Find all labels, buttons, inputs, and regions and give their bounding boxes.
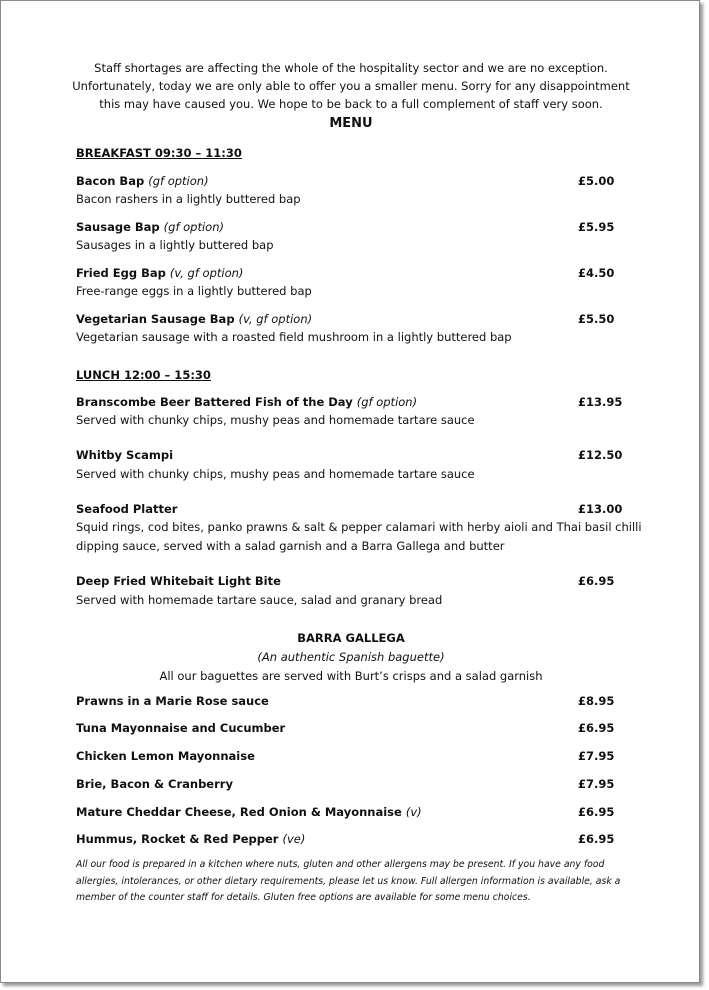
menu-item-price: £12.50: [578, 448, 623, 462]
intro-line: Staff shortages are affecting the whole of the hospitality sector and we are no exception.: [94, 61, 608, 75]
barra-gallega-header: [1, 629, 701, 686]
menu-item-price: £7.95: [578, 749, 615, 763]
menu-item-description: Free-range eggs in a lightly buttered bap: [76, 284, 312, 298]
menu-item-price: £13.95: [578, 395, 623, 409]
barra-gallega-subtitle: (An authentic Spanish baguette): [257, 650, 445, 664]
menu-item-description: Vegetarian sausage with a roasted field mushroom in a lightly buttered bap: [76, 330, 512, 344]
menu-item-name: Hummus, Rocket & Red Pepper (ve): [76, 832, 306, 846]
menu-item-name: Mature Cheddar Cheese, Red Onion & Mayonnaise (v): [76, 805, 422, 819]
menu-item-price: £8.95: [578, 694, 615, 708]
intro-text: [1, 59, 701, 113]
menu-item-name: Whitby Scampi: [76, 448, 174, 462]
menu-item-name: Deep Fried Whitebait Light Bite: [76, 574, 281, 588]
allergen-note: [76, 857, 636, 907]
menu-item-price: £6.95: [578, 574, 615, 588]
menu-item-name: Fried Egg Bap (v, gf option): [76, 266, 244, 280]
menu-item-price: £5.50: [578, 312, 615, 326]
menu-item-description: Served with homemade tartare sauce, salad and granary bread: [76, 593, 443, 607]
allergen-note-line: member of the counter staff for details. Gluten free options are available for some menu choices.: [76, 892, 531, 903]
menu-item-price: £5.00: [578, 174, 615, 188]
menu-item-name: Brie, Bacon & Cranberry: [76, 777, 233, 791]
menu-item-description: Sausages in a lightly buttered bap: [76, 238, 274, 252]
menu-item-description: Served with chunky chips, mushy peas and homemade tartare sauce: [76, 413, 475, 427]
menu-item-description: Squid rings, cod bites, panko prawns & salt & pepper calamari with herby aioli and Thai basil chilli: [76, 520, 642, 534]
allergen-note-line: allergies, intolerances, or other dietary requirements, please let us know. Full allergen information is available, ask a: [76, 875, 621, 887]
menu-item-name: Branscombe Beer Battered Fish of the Day (gf option): [76, 395, 418, 409]
breakfast-heading: BREAKFAST 09:30 – 11:30: [76, 146, 242, 160]
menu-item-price: £13.00: [578, 502, 623, 516]
allergen-note-line: All our food is prepared in a kitchen where nuts, gluten and other allergens may be present. If you have any food: [76, 859, 605, 870]
intro-line: this may have caused you. We hope to be back to a full complement of staff very soon.: [99, 97, 603, 111]
menu-title: MENU: [329, 116, 373, 131]
menu-item-description: dipping sauce, served with a salad garnish and a Barra Gallega and butter: [76, 539, 505, 553]
menu-item-name: Sausage Bap (gf option): [76, 220, 224, 234]
menu-item-price: £4.50: [578, 266, 615, 280]
lunch-heading: LUNCH 12:00 – 15:30: [76, 368, 211, 382]
menu-item-name: Bacon Bap (gf option): [76, 174, 209, 188]
menu-item-description: Bacon rashers in a lightly buttered bap: [76, 192, 301, 206]
menu-item-name: Seafood Platter: [76, 502, 178, 516]
intro-line: Unfortunately, today we are only able to offer you a smaller menu. Sorry for any disappointment: [72, 79, 630, 93]
menu-item-name: Vegetarian Sausage Bap (v, gf option): [76, 312, 313, 326]
barra-gallega-title: BARRA GALLEGA: [297, 631, 405, 645]
menu-item-price: £6.95: [578, 805, 615, 819]
menu-item-price: £6.95: [578, 832, 615, 846]
menu-item-name: Prawns in a Marie Rose sauce: [76, 694, 269, 708]
menu-item-name: Chicken Lemon Mayonnaise: [76, 749, 255, 763]
menu-item-price: £7.95: [578, 777, 615, 791]
menu-item-description: Served with chunky chips, mushy peas and homemade tartare sauce: [76, 467, 475, 481]
menu-item-name: Tuna Mayonnaise and Cucumber: [76, 721, 286, 735]
menu-item-price: £5.95: [578, 220, 615, 234]
barra-gallega-info: All our baguettes are served with Burt’s crisps and a salad garnish: [159, 669, 543, 683]
menu-item-price: £6.95: [578, 721, 615, 735]
